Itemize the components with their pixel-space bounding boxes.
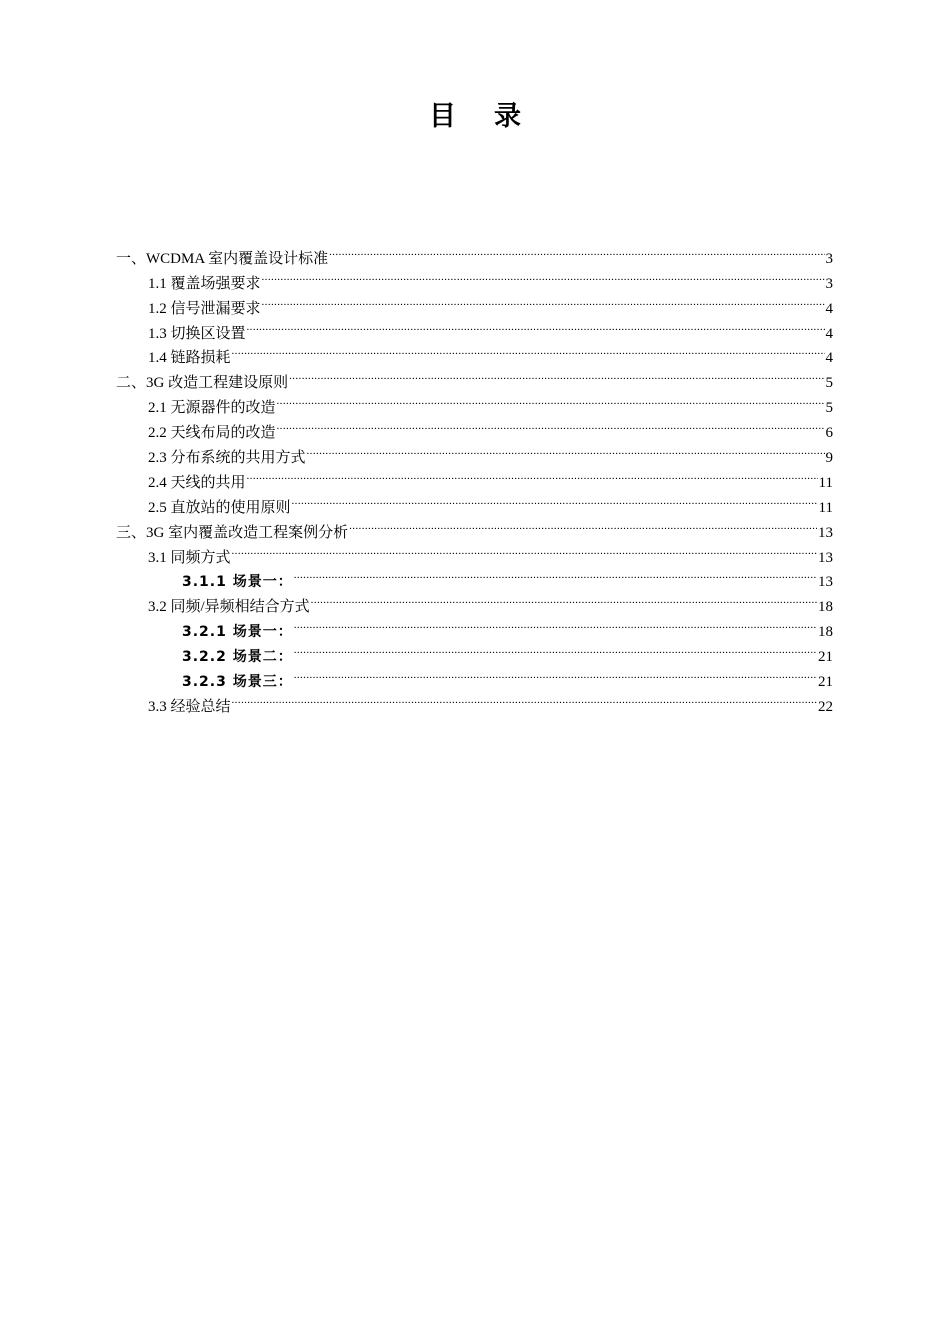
dot-leader — [294, 636, 817, 661]
toc-entry-text: 2.5 直放站的使用原则 — [148, 499, 291, 516]
toc-page-number: 22 — [818, 698, 833, 715]
dot-leader — [232, 338, 825, 363]
toc-entry-text: 3.1.1 场景一： — [182, 574, 293, 591]
toc-page-number: 3 — [825, 250, 833, 267]
toc-entry-text: 3.2.1 场景一： — [182, 624, 293, 641]
dot-leader — [277, 412, 825, 437]
toc-entry-text: 2.1 无源器件的改造 — [148, 400, 276, 417]
toc-entry-text: 1.1 覆盖场强要求 — [148, 275, 261, 292]
toc-entry-text: 2.3 分布系统的共用方式 — [148, 450, 306, 467]
toc-page-number: 3 — [825, 275, 833, 292]
dot-leader — [307, 437, 825, 462]
dot-leader — [289, 362, 824, 387]
dot-leader — [262, 288, 825, 313]
toc-page-number: 21 — [818, 649, 833, 666]
dot-leader — [329, 238, 824, 263]
toc-entry-text: 2.2 天线布局的改造 — [148, 425, 276, 442]
toc-entry-text: 2.4 天线的共用 — [148, 474, 246, 491]
toc-page-number: 9 — [825, 450, 833, 467]
toc-page-number: 13 — [818, 524, 833, 541]
table-of-contents — [116, 238, 833, 715]
toc-entry-text: 1.3 切换区设置 — [148, 325, 246, 342]
dot-leader — [294, 611, 817, 636]
toc-page-number: 4 — [825, 350, 833, 367]
toc-page-number: 4 — [825, 325, 833, 342]
toc-entry-text: 3.2.2 场景二： — [182, 649, 293, 666]
dot-leader — [311, 586, 817, 611]
toc-page-number: 6 — [825, 425, 833, 442]
toc-page-number: 18 — [818, 624, 833, 641]
toc-entry-text: 3.3 经验总结 — [148, 698, 231, 715]
toc-page-number: 11 — [818, 499, 833, 516]
dot-leader — [262, 263, 825, 288]
toc-entry-text: 1.2 信号泄漏要求 — [148, 300, 261, 317]
toc-entry-text: 3.1 同频方式 — [148, 549, 231, 566]
dot-leader — [292, 487, 818, 512]
toc-page-number: 5 — [825, 375, 833, 392]
toc-page-number: 18 — [818, 599, 833, 616]
toc-page-number: 5 — [825, 400, 833, 417]
toc-entry-text: 1.4 链路损耗 — [148, 350, 231, 367]
dot-leader — [294, 562, 817, 587]
toc-entry-text: 3.2 同频/异频相结合方式 — [148, 599, 310, 616]
dot-leader — [277, 387, 825, 412]
toc-entry[interactable] — [116, 238, 833, 267]
toc-entry-text: 一、WCDMA 室内覆盖设计标准 — [116, 250, 329, 267]
dot-leader — [247, 313, 825, 338]
toc-page-number: 4 — [825, 300, 833, 317]
page-title: 目录 — [429, 101, 559, 132]
toc-page-number: 21 — [818, 674, 833, 691]
toc-page-number: 11 — [818, 474, 833, 491]
dot-leader — [232, 537, 817, 562]
toc-page-number: 13 — [818, 549, 833, 566]
toc-entry-text: 二、3G 改造工程建设原则 — [116, 375, 289, 392]
dot-leader — [349, 512, 817, 537]
toc-entry-text: 3.2.3 场景三： — [182, 674, 293, 691]
toc-entry-text: 三、3G 室内覆盖改造工程案例分析 — [116, 524, 349, 541]
toc-page-number: 13 — [818, 574, 833, 591]
dot-leader — [294, 661, 817, 686]
dot-leader — [232, 686, 817, 711]
dot-leader — [247, 462, 818, 487]
